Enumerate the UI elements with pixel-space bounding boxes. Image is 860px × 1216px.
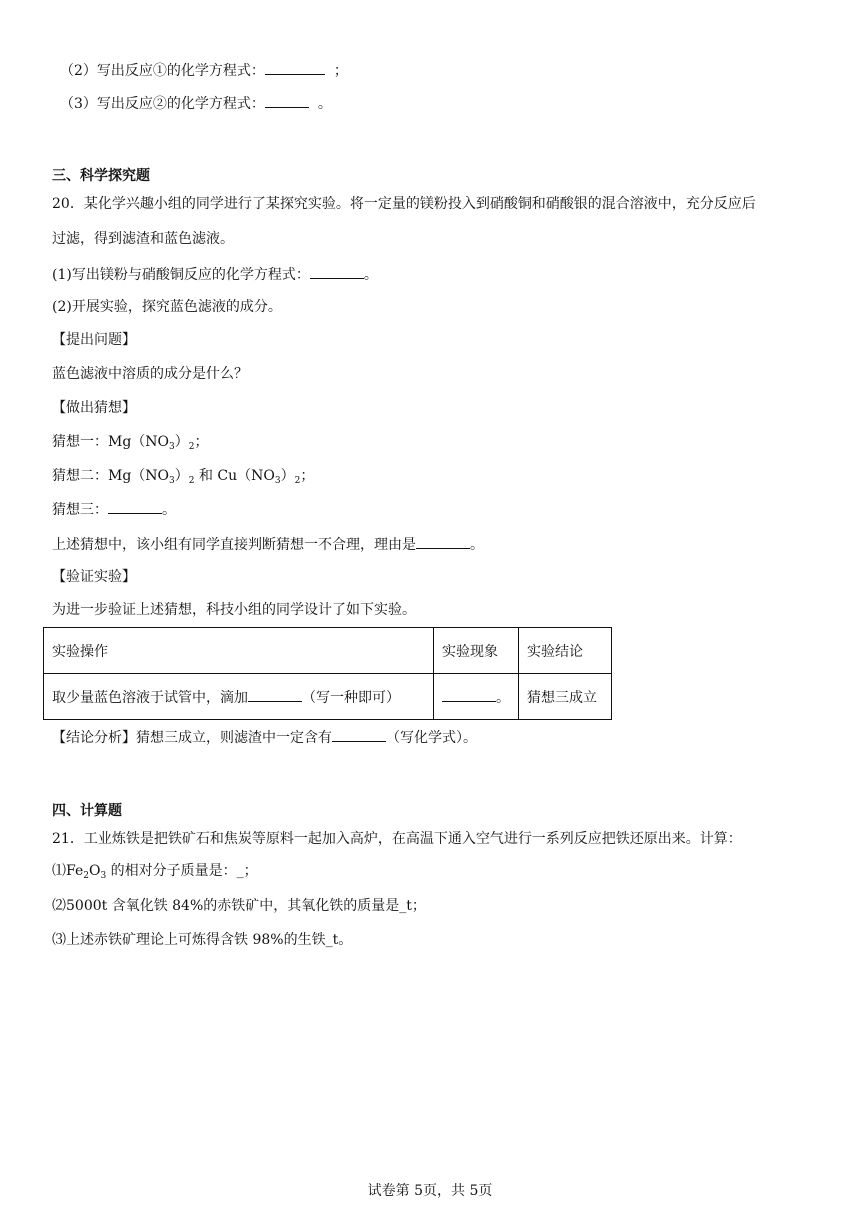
heading-question: 【提出问题】: [52, 332, 136, 348]
guess-one-label: 猜想一：Mg（NO: [52, 434, 170, 450]
guess-three-label: 猜想三：: [52, 502, 108, 518]
q20-part1: [52, 264, 378, 285]
subscript: 3: [169, 476, 175, 486]
q20-part1-tail: 。: [363, 267, 378, 283]
q21-stem: 21．工业炼铁是把铁矿石和焦炭等原料一起加入高炉，在高温下通入空气进行一系列反应把铁还原出来。计算：: [52, 831, 742, 847]
answer-blank[interactable]: [248, 687, 302, 702]
q19-part2-text: （2）写出反应①的化学方程式：: [60, 63, 265, 79]
guess-one: [52, 432, 209, 452]
op-text: 取少量蓝色溶液于试管中，滴加: [52, 689, 248, 706]
punct: ；: [194, 434, 209, 450]
subscript: 3: [100, 871, 107, 881]
page-footer: 试卷第 5页，共 5页: [367, 1183, 493, 1199]
q19-part3-text: （3）写出反应②的化学方程式：: [60, 96, 265, 112]
answer-blank[interactable]: [416, 534, 470, 549]
q19-part2-tail: ；: [333, 63, 348, 79]
subscript: 2: [83, 871, 89, 881]
subscript: 3: [169, 442, 175, 452]
header-conclusion: 实验结论: [519, 628, 612, 674]
guess-two-label: 猜想二：Mg（NO: [52, 468, 170, 484]
punct: ；: [300, 468, 315, 484]
reason-text: 上述猜想中，该小组有同学直接判断猜想一不合理，理由是: [52, 537, 416, 553]
answer-blank[interactable]: [310, 264, 364, 279]
answer-blank[interactable]: [442, 687, 496, 702]
q20-stem-line2: 过滤，得到滤渣和蓝色滤液。: [52, 231, 234, 247]
experiment-table: [43, 627, 612, 720]
q21-part1: [52, 861, 258, 881]
q20-part2: (2)开展实验，探究蓝色滤液的成分。: [52, 299, 282, 315]
op-note: （写一种即可）: [302, 689, 400, 706]
q21-part1-num: ⑴: [52, 863, 66, 879]
punct: 。: [496, 689, 510, 706]
cell-phenomenon: [434, 674, 519, 720]
subscript: 2: [294, 476, 301, 486]
cell-conclusion: 猜想三成立: [519, 674, 612, 720]
q19-part3: [60, 93, 332, 114]
answer-blank[interactable]: [108, 499, 162, 514]
reason-line: [52, 534, 484, 555]
paren: ）: [174, 434, 189, 450]
q20-stem-line1: 20．某化学兴趣小组的同学进行了某探究实验。将一定量的镁粉投入到硝酸铜和硝酸银的混合溶液中，充分反应后: [52, 196, 756, 212]
question-text: 蓝色滤液中溶质的成分是什么？: [52, 366, 248, 382]
q20-part1-text: (1)写出镁粉与硝酸铜反应的化学方程式：: [52, 267, 310, 283]
paren: ）: [174, 468, 189, 484]
subscript: 2: [188, 476, 195, 486]
header-phenomenon: 实验现象: [434, 628, 519, 674]
verify-intro: 为进一步验证上述猜想，科技小组的同学设计了如下实验。: [52, 602, 416, 618]
conclusion-line: [52, 727, 477, 748]
punct: 。: [162, 502, 176, 518]
subscript: 3: [274, 476, 281, 486]
q19-part2: [60, 60, 348, 81]
header-operation: 实验操作: [44, 628, 434, 674]
answer-blank[interactable]: [265, 60, 325, 75]
q21-part2: ⑵5000t 含氧化铁 84%的赤铁矿中，其氧化铁的质量是_t；: [52, 898, 426, 914]
conclusion-tail: （写化学式）。: [386, 730, 477, 746]
formula: O: [88, 863, 101, 879]
punct: 。: [470, 537, 484, 553]
section3-title: 三、科学探究题: [52, 168, 150, 184]
formula: Fe: [66, 863, 84, 879]
conclusion-text: 【结论分析】猜想三成立，则滤渣中一定含有: [52, 730, 332, 746]
heading-verify: 【验证实验】: [52, 569, 136, 585]
section4-title: 四、计算题: [52, 803, 122, 819]
heading-guess: 【做出猜想】: [52, 400, 136, 416]
paren: ）: [280, 468, 295, 484]
cell-operation: [44, 674, 434, 720]
guess-two: [52, 466, 314, 486]
guess-three: [52, 499, 176, 520]
answer-blank[interactable]: [332, 727, 386, 742]
table-header-row: [44, 628, 612, 674]
guess-two-and: 和 Cu（NO: [194, 468, 275, 484]
q21-part1-text: 的相对分子质量是：_；: [106, 863, 258, 879]
q21-part3: ⑶上述赤铁矿理论上可炼得含铁 98%的生铁_t。: [52, 932, 353, 948]
answer-blank[interactable]: [265, 93, 309, 108]
subscript: 2: [188, 442, 195, 452]
q19-part3-tail: 。: [317, 96, 332, 112]
table-row: [44, 674, 612, 720]
